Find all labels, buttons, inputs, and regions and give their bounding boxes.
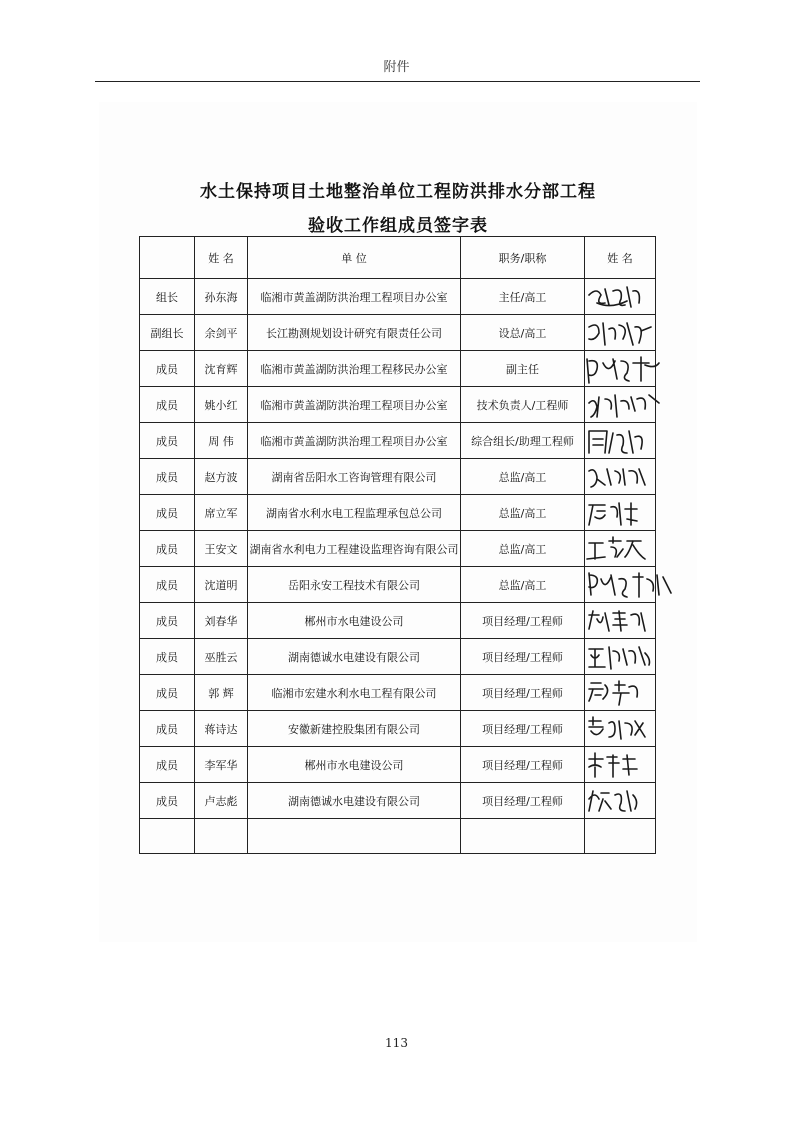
title-cell: 总监/高工 <box>461 567 585 603</box>
header-cell-signature: 姓 名 <box>585 237 656 279</box>
signature-cell <box>585 783 656 819</box>
role-cell: 成员 <box>140 675 195 711</box>
unit-cell: 临湘市黄盖湖防洪治理工程项目办公室 <box>248 387 461 423</box>
title-cell: 项目经理/工程师 <box>461 639 585 675</box>
table-row <box>140 711 656 747</box>
title-cell: 主任/高工 <box>461 279 585 315</box>
handwritten-signature <box>583 749 663 783</box>
title-cell: 总监/高工 <box>461 531 585 567</box>
role-cell: 副组长 <box>140 315 195 351</box>
signature-cell <box>585 459 656 495</box>
name-cell: 赵方波 <box>195 459 248 495</box>
unit-cell: 郴州市水电建设公司 <box>248 603 461 639</box>
unit-cell: 郴州市水电建设公司 <box>248 747 461 783</box>
title-cell: 总监/高工 <box>461 459 585 495</box>
handwritten-signature <box>583 785 663 819</box>
signature-cell <box>585 423 656 459</box>
table-row <box>140 783 656 819</box>
name-cell: 李军华 <box>195 747 248 783</box>
table-row <box>140 351 656 387</box>
title-cell: 总监/高工 <box>461 495 585 531</box>
name-cell: 沈道明 <box>195 567 248 603</box>
name-cell: 王安文 <box>195 531 248 567</box>
name-cell: 蒋诗达 <box>195 711 248 747</box>
page-number: 113 <box>385 1036 408 1050</box>
unit-cell: 临湘市黄盖湖防洪治理工程项目办公室 <box>248 279 461 315</box>
unit-cell: 湖南省水利水电工程监理承包总公司 <box>248 495 461 531</box>
signature-cell <box>585 675 656 711</box>
signature-cell <box>585 495 656 531</box>
role-cell: 成员 <box>140 603 195 639</box>
unit-cell: 湖南省岳阳水工咨询管理有限公司 <box>248 459 461 495</box>
table-row <box>140 603 656 639</box>
unit-cell: 湖南德诚水电建设有限公司 <box>248 783 461 819</box>
unit-cell: 临湘市宏建水利水电工程有限公司 <box>248 675 461 711</box>
handwritten-signature <box>583 713 663 747</box>
signature-cell <box>585 351 656 387</box>
unit-cell: 临湘市黄盖湖防洪治理工程移民办公室 <box>248 351 461 387</box>
handwritten-signature <box>583 461 663 495</box>
signature-cell <box>585 531 656 567</box>
role-cell: 组长 <box>140 279 195 315</box>
signature-table <box>139 236 656 854</box>
table-row <box>140 747 656 783</box>
role-cell: 成员 <box>140 531 195 567</box>
title-cell: 项目经理/工程师 <box>461 675 585 711</box>
title-cell: 副主任 <box>461 351 585 387</box>
page-header: 附件 <box>383 60 410 75</box>
role-cell: 成员 <box>140 495 195 531</box>
unit-cell: 岳阳永安工程技术有限公司 <box>248 567 461 603</box>
title-cell: 技术负责人/工程师 <box>461 387 585 423</box>
header-cell-name: 姓 名 <box>195 237 248 279</box>
handwritten-signature <box>583 497 663 531</box>
handwritten-signature <box>583 533 663 567</box>
name-cell: 余剑平 <box>195 315 248 351</box>
table-row <box>140 495 656 531</box>
document-title: 水土保持项目土地整治单位工程防洪排水分部工程 <box>200 182 596 202</box>
table-row <box>140 675 656 711</box>
table-row <box>140 423 656 459</box>
unit-cell: 安徽新建控股集团有限公司 <box>248 711 461 747</box>
table-header-row <box>140 237 656 279</box>
header-cell-unit: 单 位 <box>248 237 461 279</box>
role-cell: 成员 <box>140 783 195 819</box>
title-cell: 项目经理/工程师 <box>461 711 585 747</box>
title-cell: 设总/高工 <box>461 315 585 351</box>
role-cell: 成员 <box>140 639 195 675</box>
title-cell: 项目经理/工程师 <box>461 783 585 819</box>
table-row <box>140 567 656 603</box>
role-cell: 成员 <box>140 459 195 495</box>
name-cell: 郭 辉 <box>195 675 248 711</box>
role-cell: 成员 <box>140 351 195 387</box>
role-cell: 成员 <box>140 711 195 747</box>
unit-cell: 湖南省水利电力工程建设监理咨询有限公司 <box>248 531 461 567</box>
document-subtitle: 验收工作组成员签字表 <box>308 216 488 236</box>
name-cell: 周 伟 <box>195 423 248 459</box>
title-cell: 项目经理/工程师 <box>461 747 585 783</box>
table-row-empty <box>140 819 656 854</box>
unit-cell: 长江勘测规划设计研究有限责任公司 <box>248 315 461 351</box>
name-cell: 孙东海 <box>195 279 248 315</box>
handwritten-signature <box>583 677 663 711</box>
name-cell: 卢志彪 <box>195 783 248 819</box>
unit-cell: 临湘市黄盖湖防洪治理工程项目办公室 <box>248 423 461 459</box>
signature-cell <box>585 711 656 747</box>
signature-cell <box>585 747 656 783</box>
handwritten-signature <box>583 317 663 351</box>
table-row <box>140 459 656 495</box>
handwritten-signature <box>583 425 663 459</box>
signature-cell <box>585 387 656 423</box>
table-row <box>140 531 656 567</box>
header-cell-role <box>140 237 195 279</box>
name-cell: 席立军 <box>195 495 248 531</box>
signature-cell <box>585 279 656 315</box>
role-cell: 成员 <box>140 423 195 459</box>
table-row <box>140 315 656 351</box>
table-row <box>140 279 656 315</box>
name-cell: 刘春华 <box>195 603 248 639</box>
signature-cell <box>585 639 656 675</box>
table-row <box>140 387 656 423</box>
role-cell: 成员 <box>140 567 195 603</box>
handwritten-signature <box>583 641 663 675</box>
title-cell: 项目经理/工程师 <box>461 603 585 639</box>
role-cell: 成员 <box>140 387 195 423</box>
header-cell-title: 职务/职称 <box>461 237 585 279</box>
title-cell: 综合组长/助理工程师 <box>461 423 585 459</box>
header-divider <box>95 81 700 82</box>
table-row <box>140 639 656 675</box>
unit-cell: 湖南德诚水电建设有限公司 <box>248 639 461 675</box>
name-cell: 沈育辉 <box>195 351 248 387</box>
name-cell: 巫胜云 <box>195 639 248 675</box>
signature-cell <box>585 603 656 639</box>
signature-cell <box>585 567 656 603</box>
role-cell: 成员 <box>140 747 195 783</box>
signature-cell <box>585 315 656 351</box>
handwritten-signature <box>583 281 663 315</box>
handwritten-signature <box>583 605 663 639</box>
name-cell: 姚小红 <box>195 387 248 423</box>
